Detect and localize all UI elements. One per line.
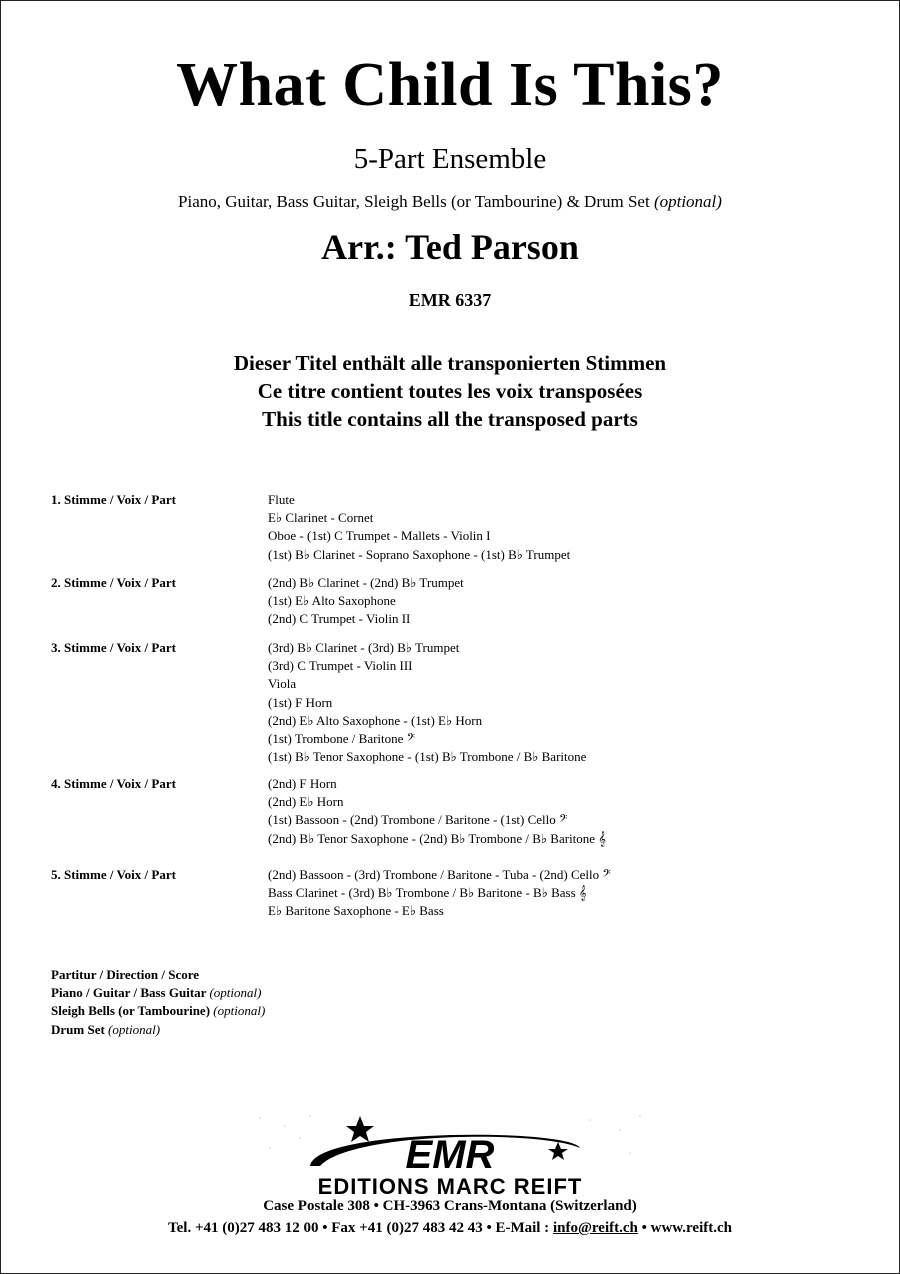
part-label: 2. Stimme / Voix / Part bbox=[51, 575, 176, 590]
score-item-name: Sleigh Bells (or Tambourine) bbox=[51, 1003, 211, 1019]
arranger: Arr.: Ted Parson bbox=[321, 227, 579, 267]
part-instrument-list bbox=[268, 639, 828, 766]
part-instrument: (2nd) F Horn bbox=[268, 776, 337, 791]
score-item-optional: (optional) bbox=[209, 985, 262, 1001]
part-instrument: Oboe - (1st) C Trumpet - Mallets - Violin I bbox=[268, 528, 491, 544]
part-instrument-list bbox=[268, 574, 828, 629]
part-instrument: Bass Clarinet - (3rd) B♭ Trombone / B♭ Baritone - B♭ Bass 𝄞 bbox=[268, 885, 587, 901]
part-instrument: (1st) Trombone / Baritone 𝄢 bbox=[268, 730, 416, 746]
part-instrument: Flute bbox=[268, 492, 295, 507]
transposed-notice-fr: Ce titre contient toutes les voix transposées bbox=[257, 379, 643, 403]
part-label: 1. Stimme / Voix / Part bbox=[51, 492, 176, 507]
publisher-address: Case Postale 308 • CH-3963 Crans-Montana (Switzerland) bbox=[263, 1198, 637, 1214]
score-list-item bbox=[51, 984, 265, 1002]
part-instrument: (2nd) B♭ Clarinet - (2nd) B♭ Trumpet bbox=[268, 575, 464, 590]
part-instrument-list bbox=[268, 866, 828, 921]
part-instrument: (3rd) C Trumpet - Violin III bbox=[268, 658, 413, 674]
transposed-notice-en: This title contains all the transposed parts bbox=[262, 407, 638, 431]
publisher-name: EDITIONS MARC REIFT bbox=[317, 1174, 583, 1198]
part-instrument: (1st) Bassoon - (2nd) Trombone / Baritone - (1st) Cello 𝄢 bbox=[268, 812, 568, 828]
part-instrument: (1st) B♭ Tenor Saxophone - (1st) B♭ Trombone / B♭ Baritone bbox=[268, 749, 587, 765]
part-instrument: (2nd) B♭ Tenor Saxophone - (2nd) B♭ Trombone / B♭ Baritone 𝄞 bbox=[268, 830, 606, 846]
score-list bbox=[51, 966, 265, 1039]
part-instrument: E♭ Baritone Saxophone - E♭ Bass bbox=[268, 903, 444, 919]
part-instrument: (2nd) C Trumpet - Violin II bbox=[268, 611, 411, 627]
email-link[interactable]: info@reift.ch bbox=[552, 1220, 638, 1236]
score-item-optional: (optional) bbox=[108, 1021, 161, 1037]
part-instrument: (1st) E♭ Alto Saxophone bbox=[268, 593, 396, 609]
score-list-item bbox=[51, 966, 265, 984]
score-item-name: Drum Set bbox=[51, 1021, 105, 1037]
page-title: What Child Is This? bbox=[176, 51, 724, 119]
part-instrument: (1st) F Horn bbox=[268, 694, 333, 710]
part-instrument: (2nd) Bassoon - (3rd) Trombone / Baritone - Tuba - (2nd) Cello 𝄢 bbox=[268, 867, 611, 882]
score-item-name: Piano / Guitar / Bass Guitar bbox=[51, 985, 207, 1001]
contact-prefix: Tel. +41 (0)27 483 12 00 • Fax +41 (0)27 483 42 43 • E-Mail : bbox=[168, 1220, 553, 1236]
subtitle: 5-Part Ensemble bbox=[353, 143, 547, 175]
part-instrument: E♭ Clarinet - Cornet bbox=[268, 510, 374, 526]
part-label: 5. Stimme / Voix / Part bbox=[51, 867, 176, 882]
part-instrument: (1st) B♭ Clarinet - Soprano Saxophone - (1st) B♭ Trumpet bbox=[268, 546, 571, 562]
score-list-item bbox=[51, 1002, 265, 1020]
score-list-item bbox=[51, 1021, 265, 1039]
part-instrument: (2nd) E♭ Alto Saxophone - (1st) E♭ Horn bbox=[268, 712, 483, 728]
catalog-number: EMR 6337 bbox=[408, 290, 492, 310]
score-item-name: Partitur / Direction / Score bbox=[51, 967, 200, 982]
score-item-optional: (optional) bbox=[213, 1003, 266, 1019]
transposed-notice-de: Dieser Titel enthält alle transponierten Stimmen bbox=[233, 351, 667, 375]
star-icon bbox=[548, 1142, 568, 1160]
part-label: 4. Stimme / Voix / Part bbox=[51, 776, 176, 791]
instrumentation-optional: (optional) bbox=[653, 192, 722, 211]
instrumentation-text: Piano, Guitar, Bass Guitar, Sleigh Bells (or Tambourine) & Drum Set bbox=[178, 192, 650, 211]
publisher-contact bbox=[0, 1218, 900, 1238]
transposed-notice bbox=[0, 349, 900, 433]
instrumentation bbox=[0, 191, 900, 213]
logo-emr-text: EMR bbox=[405, 1133, 495, 1177]
emr-logo bbox=[240, 1108, 660, 1198]
part-instrument: (2nd) E♭ Horn bbox=[268, 794, 344, 810]
part-instrument: (3rd) B♭ Clarinet - (3rd) B♭ Trumpet bbox=[268, 640, 460, 655]
part-instrument-list bbox=[268, 775, 828, 848]
contact-suffix: • www.reift.ch bbox=[637, 1220, 732, 1236]
part-instrument: Viola bbox=[268, 676, 297, 692]
part-label: 3. Stimme / Voix / Part bbox=[51, 640, 176, 655]
star-icon bbox=[346, 1116, 374, 1142]
part-instrument-list bbox=[268, 491, 828, 564]
